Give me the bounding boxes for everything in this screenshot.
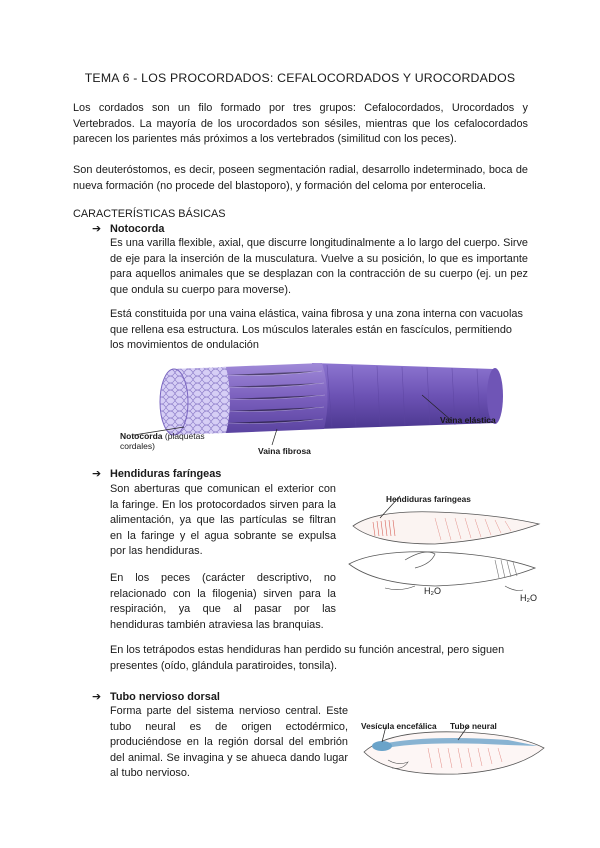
arrow-icon: ➔ (92, 223, 102, 235)
arrow-icon: ➔ (92, 468, 102, 480)
heading-tubo-label: Tubo nervioso dorsal (110, 691, 220, 703)
label-water-left: H₂O (424, 586, 441, 596)
label-tubo-neural: Tubo neural (450, 721, 497, 731)
notochord-core-shape (160, 369, 188, 435)
pharyngeal-slits-figure (345, 488, 545, 613)
notocorda-paragraph-1: Es una varilla flexible, axial, que discurre longitudinalmente a lo largo del cuerpo. Sirve de eje para la inserción de la musculatura. Vuelve a su posición, lo que es importante para aquellos animales que se desplazan con la contracción de su cuerpo (ej. un pez que ondula su cuerpo para moverse). (110, 237, 528, 296)
heading-hendiduras-label: Hendiduras faríngeas (110, 468, 222, 480)
amphioxus-body-lower (349, 552, 535, 586)
heading-notocorda (92, 222, 164, 235)
hendiduras-paragraph-3: En los tetrápodos estas hendiduras han perdido su función ancestral, pero siguen presentes (oído, glándula paratiroides, tonsila). (110, 644, 505, 672)
label-hendiduras-figure: Hendiduras faríngeas (386, 494, 471, 504)
notocorda-paragraph-2: Está constituida por una vaina elástica, vaina fibrosa y una zona interna con vacuolas que rellena esa estructura. Los músculos laterales están en fascículos, permitiendo los movimientos de ondulación (110, 308, 523, 351)
arrow-icon: ➔ (92, 691, 102, 703)
heading-tubo (92, 690, 220, 703)
label-vesicula: Vesícula encefálica (361, 721, 437, 731)
label-notocorda: Notocorda (plaquetas cordales) (120, 431, 205, 451)
tubo-paragraph-1: Forma parte del sistema nervioso central. Este tubo neural es de origen ectodérmico, produciéndose en la región dorsal del embrión del animal. Se invagina y se ahueca dando lugar al tubo nervioso. (110, 705, 348, 779)
intro-paragraph-1: Los cordados son un filo formado por tres grupos: Cefalocordados, Urocordados y Vertebrados. La mayoría de los urocordados son sésiles, mientras que los cefalocordados parecen los parientes más próximos a los vertebrados (similitud con los peces). (73, 102, 528, 145)
label-water-right: H₂O (520, 593, 537, 603)
label-vaina-elastica: Vaina elástica (440, 415, 496, 425)
intro-paragraph-2: Son deuteróstomos, es decir, poseen segmentación radial, desarrollo indeterminado, boca de nueva formación (no procede del blastoporo), y formación del celoma por enterocelia. (73, 164, 528, 192)
heading-notocorda-label: Notocorda (110, 223, 165, 235)
heading-hendiduras (92, 467, 221, 480)
hendiduras-paragraph-1: Son aberturas que comunican el exterior con la faringe. En los protocordados sirven para la alimentación, ya que las partículas se filtran en la faringe y el agua sobrante se expulsa por las hendiduras. (110, 483, 336, 557)
label-vaina-fibrosa: Vaina fibrosa (258, 446, 311, 456)
section-title: CARACTERÍSTICAS BÁSICAS (73, 208, 226, 220)
page-title: TEMA 6 - LOS PROCORDADOS: CEFALOCORDADOS Y UROCORDADOS (84, 71, 516, 85)
hendiduras-paragraph-2: En los peces (carácter descriptivo, no relacionado con la filogenia) sirven para la respiración, ya que al pasar por las hendiduras también atraviesa las branquias. (110, 572, 336, 631)
